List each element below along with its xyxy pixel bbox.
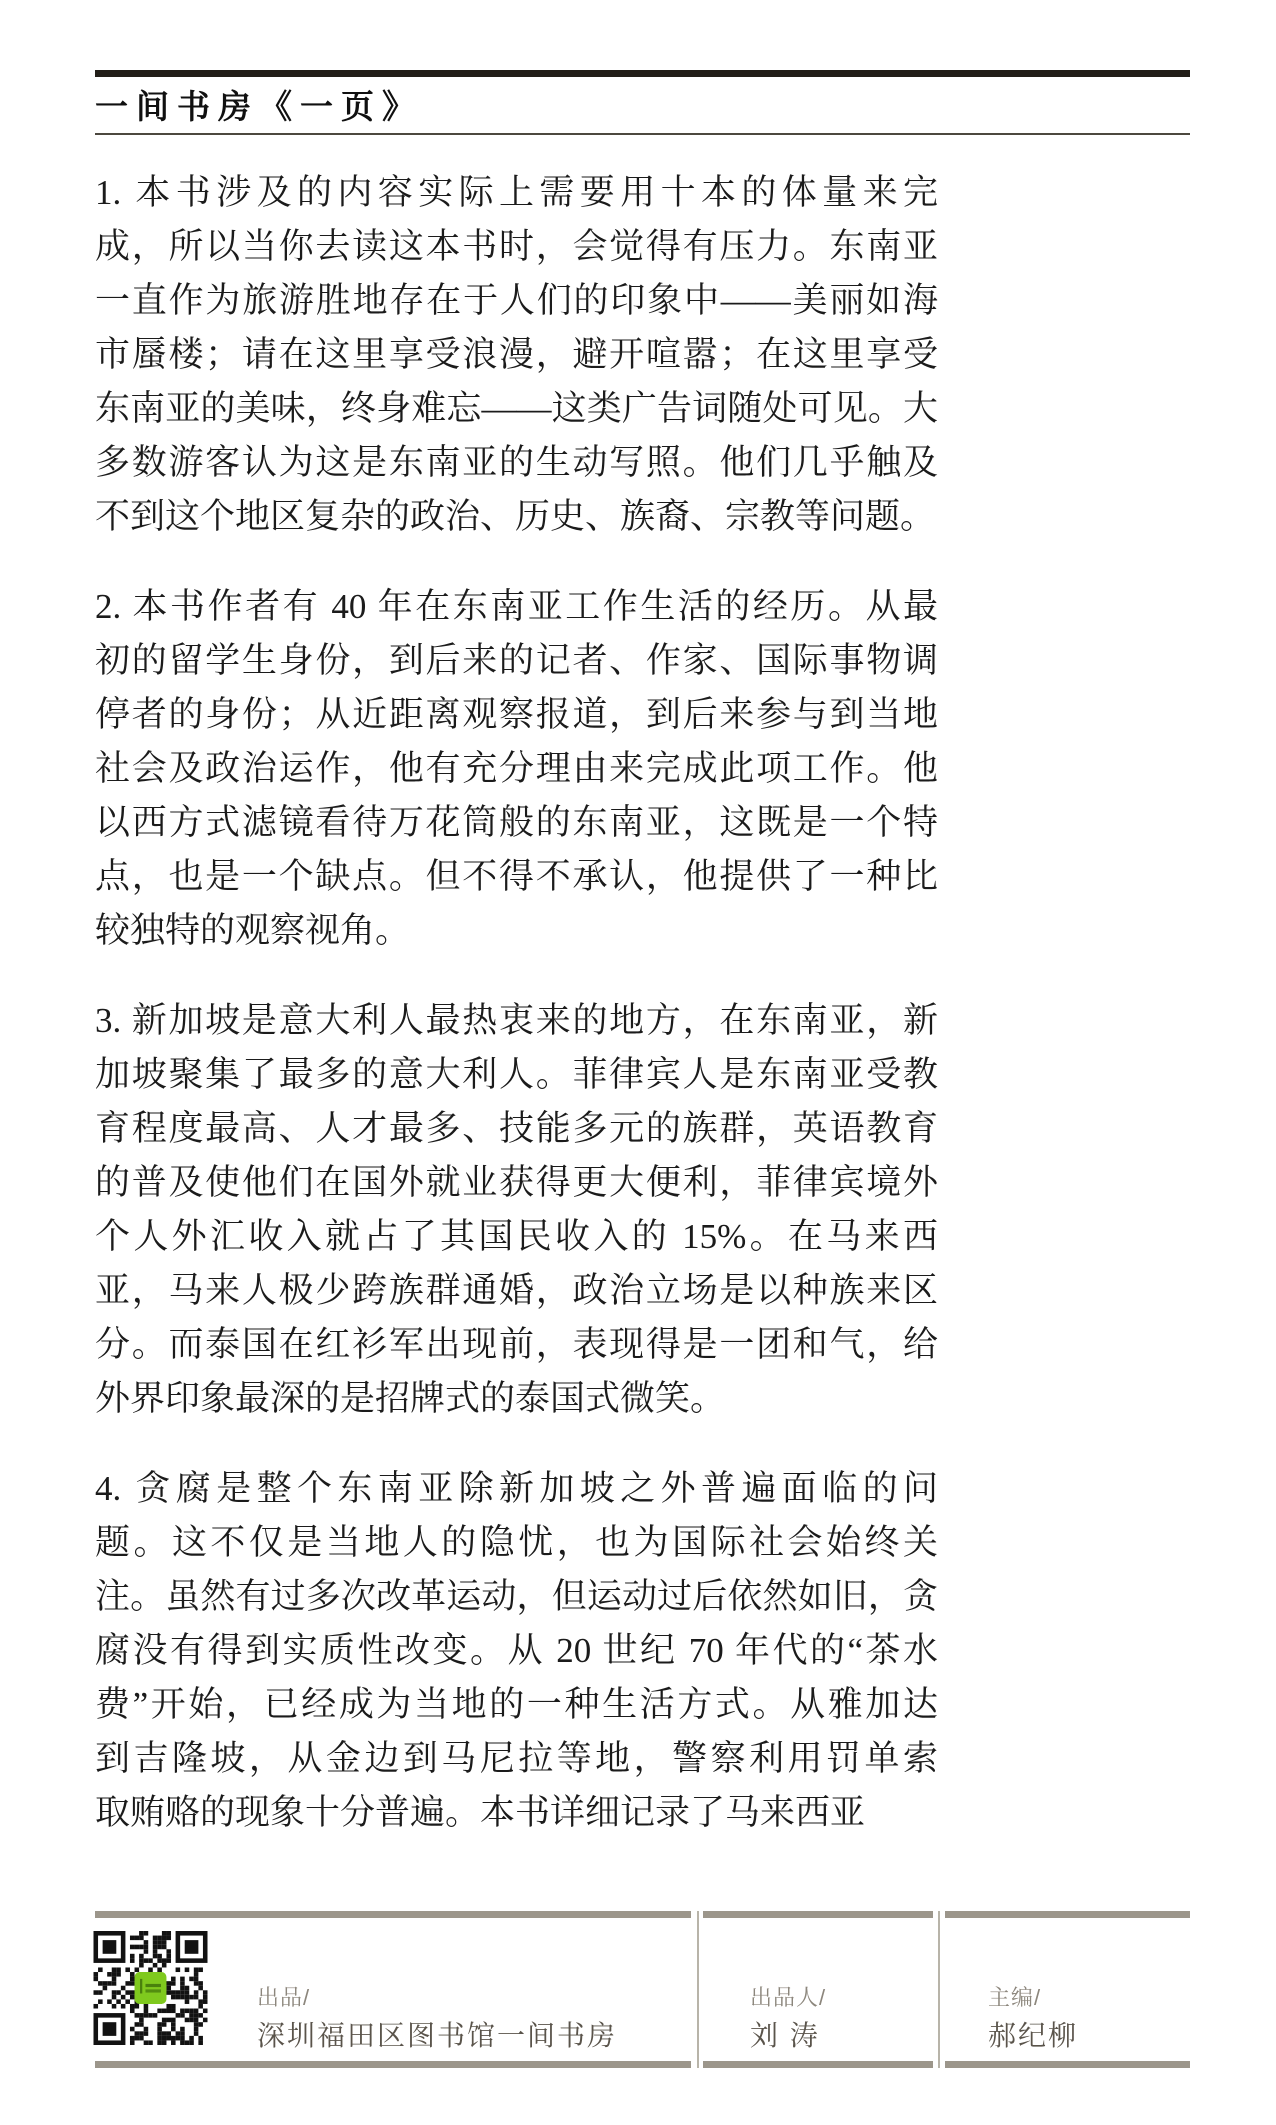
- text-line: 到吉隆坡，从金边到马尼拉等地，警察利用罚单索: [95, 1739, 938, 1778]
- footer-bar: [703, 2061, 933, 2068]
- page-footer: [95, 1911, 1190, 2068]
- footer-publisher: [257, 1985, 617, 2052]
- page-header: [95, 70, 1190, 135]
- producer-label: 出品人/: [750, 1985, 827, 2010]
- text-line: 多数游客认为这是东南亚的生动写照。他们几乎触及: [95, 443, 938, 482]
- footer-bar: [95, 2061, 691, 2068]
- text-line: 东南亚的美味，终身难忘——这类广告词随处可见。大: [95, 389, 938, 428]
- footer-bar: [945, 1911, 1190, 1918]
- footer-divider: [938, 1911, 940, 2068]
- text-line: 1. 本书涉及的内容实际上需要用十本的体量来完: [95, 173, 938, 212]
- text-line: 分。而泰国在红衫军出现前，表现得是一团和气，给: [95, 1325, 938, 1364]
- paragraph: [95, 994, 938, 1426]
- text-line: 亚，马来人极少跨族群通婚，政治立场是以种族来区: [95, 1271, 938, 1310]
- footer-bar: [95, 1911, 691, 1918]
- text-line: 一直作为旅游胜地存在于人们的印象中——美丽如海: [95, 281, 938, 320]
- header-top-bar: [95, 70, 1190, 77]
- text-line: 取贿赂的现象十分普遍。本书详细记录了马来西亚: [95, 1793, 866, 1832]
- wechat-qr-code-icon: [93, 1931, 208, 2045]
- text-line: 题。这不仅是当地人的隐忧，也为国际社会始终关: [95, 1523, 938, 1562]
- text-line: 2. 本书作者有 40 年在东南亚工作生活的经历。从最: [95, 587, 938, 626]
- footer-divider: [697, 1911, 699, 2068]
- producer-name: 刘 涛: [750, 2020, 820, 2051]
- header-rule: [95, 133, 1190, 135]
- text-line: 初的留学生身份，到后来的记者、作家、国际事物调: [95, 641, 938, 680]
- footer-editor: [988, 1985, 1078, 2052]
- text-line: 的普及使他们在国外就业获得更大便利，菲律宾境外: [95, 1163, 938, 1202]
- text-line: 3. 新加坡是意大利人最热衷来的地方，在东南亚，新: [95, 1001, 938, 1040]
- paragraph: [95, 166, 938, 544]
- footer-producer: [750, 1985, 826, 2052]
- text-line: 社会及政治运作，他有充分理由来完成此项工作。他: [95, 749, 938, 788]
- text-line: 点，也是一个缺点。但不得不承认，他提供了一种比: [95, 857, 938, 896]
- paragraph: [95, 580, 938, 958]
- text-line: 育程度最高、人才最多、技能多元的族群，英语教育: [95, 1109, 938, 1148]
- text-line: 腐没有得到实质性改变。从 20 世纪 70 年代的“茶水: [95, 1631, 938, 1670]
- paragraph: [95, 1462, 938, 1840]
- text-line: 市蜃楼；请在这里享受浪漫，避开喧嚣；在这里享受: [95, 335, 938, 374]
- page-title: 一间书房《一页》: [95, 88, 423, 125]
- text-line: 停者的身份；从近距离观察报道，到后来参与到当地: [95, 695, 938, 734]
- article-body: [95, 166, 938, 1840]
- text-line: 4. 贪腐是整个东南亚除新加坡之外普遍面临的问: [95, 1469, 938, 1508]
- footer-bar: [703, 1911, 933, 1918]
- text-line: 以西方式滤镜看待万花筒般的东南亚，这既是一个特: [95, 803, 938, 842]
- publisher-name: 深圳福田区图书馆一间书房: [257, 2020, 618, 2051]
- text-line: 个人外汇收入就占了其国民收入的 15%。在马来西: [95, 1217, 938, 1256]
- text-line: 费”开始，已经成为当地的一种生活方式。从雅加达: [95, 1685, 938, 1724]
- footer-bar: [945, 2061, 1190, 2068]
- text-line: 成，所以当你去读这本书时，会觉得有压力。东南亚: [95, 227, 938, 266]
- text-line: 较独特的观察视角。: [95, 911, 411, 950]
- editor-name: 郝纪柳: [988, 2020, 1079, 2051]
- text-line: 加坡聚集了最多的意大利人。菲律宾人是东南亚受教: [95, 1055, 938, 1094]
- editor-label: 主编/: [988, 1985, 1042, 2010]
- text-line: 外界印象最深的是招牌式的泰国式微笑。: [95, 1379, 726, 1418]
- publisher-label: 出品/: [257, 1985, 311, 2010]
- text-line: 注。虽然有过多次改革运动，但运动过后依然如旧，贪: [95, 1577, 938, 1616]
- text-line: 不到这个地区复杂的政治、历史、族裔、宗教等问题。: [95, 497, 936, 536]
